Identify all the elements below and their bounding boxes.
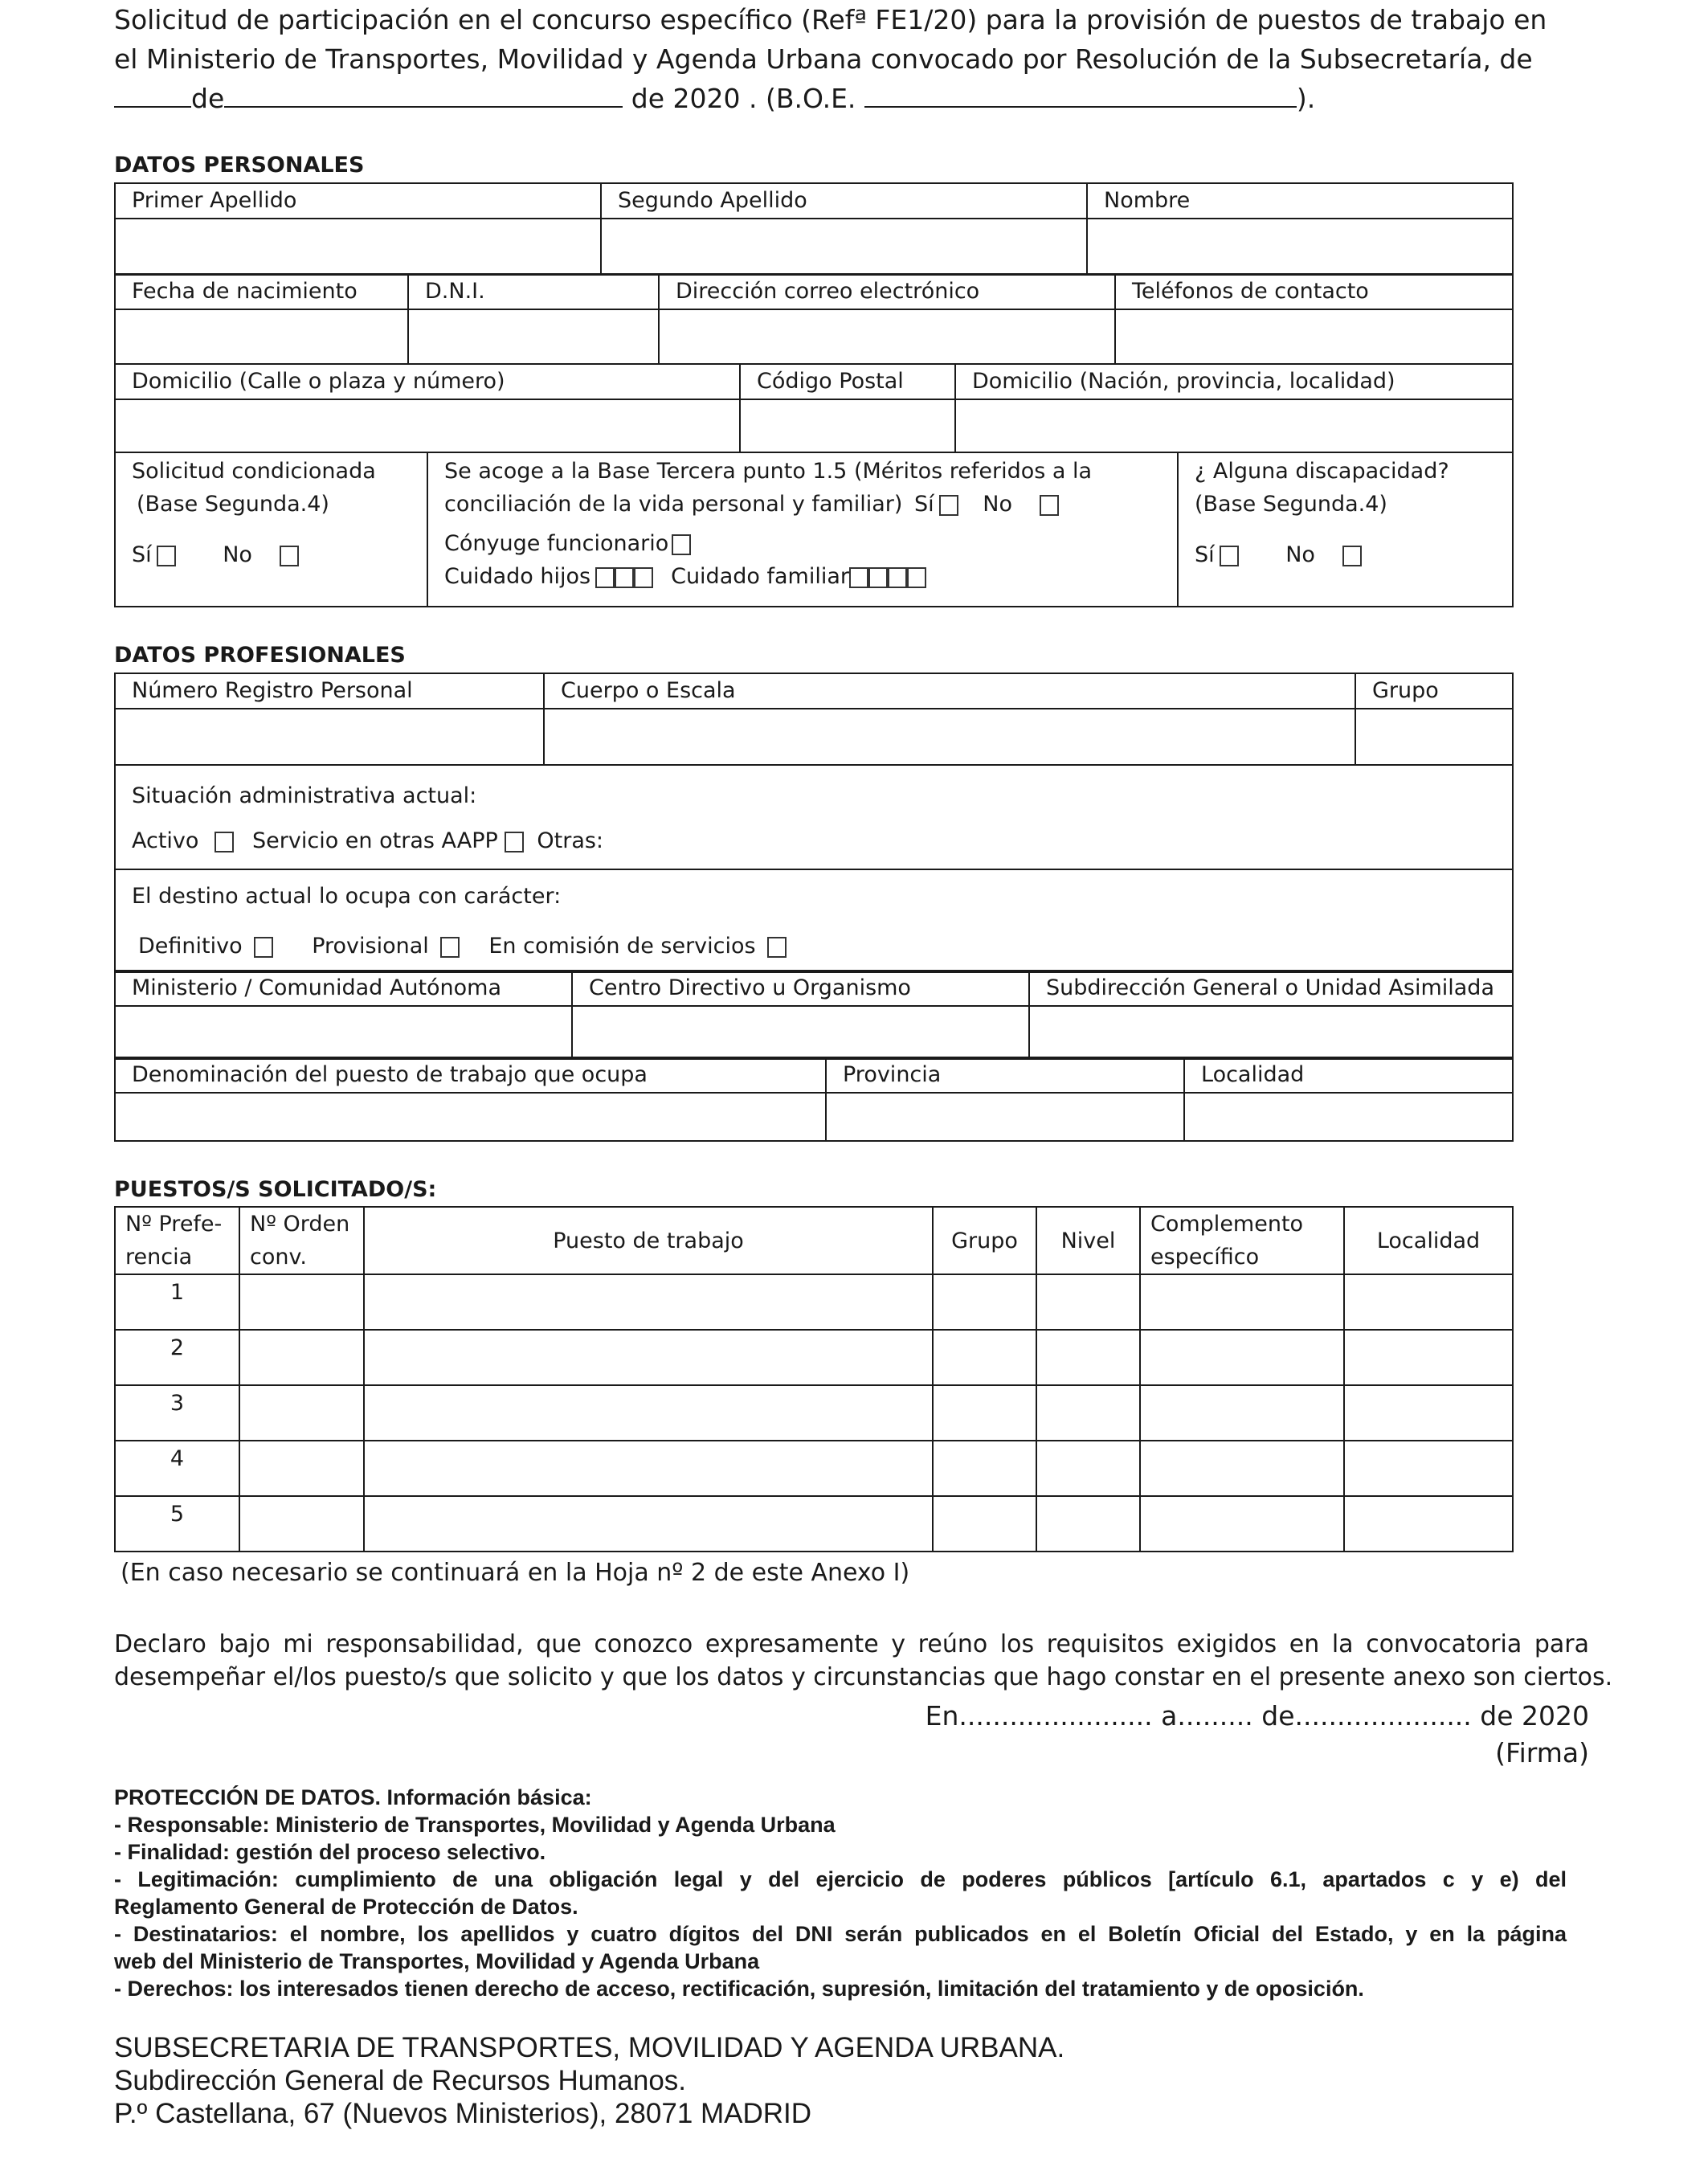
- complemento-field[interactable]: [1140, 1385, 1344, 1441]
- header-line-1: Solicitud de participación en el concurso específico (Refª FE1/20) para la provisión de puestos de trabajo en: [114, 4, 1547, 35]
- header-preferencia: Nº Prefe- rencia: [115, 1207, 239, 1274]
- domicilio-label: Domicilio (Calle o plaza y número): [115, 364, 740, 399]
- personal-address-table: [114, 363, 1514, 453]
- cuidado-hijos-checkbox[interactable]: [595, 567, 615, 588]
- orden-field[interactable]: [239, 1274, 364, 1330]
- profesional-table: [114, 673, 1514, 973]
- declaration-line-1: Declaro bajo mi responsabilidad, que conozco expresamente y reúno los requisitos exigidos en la convocatoria para: [114, 1630, 1589, 1658]
- orden-field[interactable]: [239, 1441, 364, 1496]
- nivel-field[interactable]: [1036, 1385, 1140, 1441]
- nivel-field[interactable]: [1036, 1441, 1140, 1496]
- situacion-label: Situación administrativa actual:: [132, 783, 477, 808]
- cuidado-familiar-checkbox[interactable]: [907, 567, 926, 588]
- telefonos-field[interactable]: [1115, 309, 1513, 364]
- destino-label: El destino actual lo ocupa con carácter:: [132, 884, 562, 909]
- situacion-cell: Situación administrativa actual: Activo Servicio en otras AAPP Otras:: [115, 765, 1513, 869]
- conyuge-label: Cónyuge funcionario: [444, 531, 669, 556]
- cuidado-hijos-checkbox[interactable]: [634, 567, 653, 588]
- cuerpo-label: Cuerpo o Escala: [544, 673, 1355, 709]
- conyuge-checkbox[interactable]: [672, 534, 691, 555]
- base-segunda-label: (Base Segunda.4): [137, 492, 329, 517]
- primer-apellido-label: Primer Apellido: [115, 183, 601, 219]
- email-field[interactable]: [659, 309, 1115, 364]
- footer-line-3: P.º Castellana, 67 (Nuevos Ministerios), 28071 MADRID: [114, 2098, 812, 2129]
- domicilio-field[interactable]: [115, 399, 740, 452]
- cuidado-hijos-label: Cuidado hijos: [444, 564, 591, 589]
- cuidado-familiar-checkbox[interactable]: [888, 567, 907, 588]
- section-title-puestos: PUESTOS/S SOLICITADO/S:: [114, 1177, 437, 1202]
- base-tercera-label: Se acoge a la Base Tercera punto 1.5 (Méritos referidos a la: [444, 459, 1093, 484]
- data-protection-block: [114, 1784, 1567, 2002]
- denominacion-label: Denominación del puesto de trabajo que ocupa: [115, 1057, 826, 1093]
- dp-title: PROTECCIÓN DE DATOS. Información básica:: [114, 1785, 592, 1809]
- row-number: 3: [115, 1385, 239, 1441]
- condicionada-si-checkbox[interactable]: [157, 546, 176, 566]
- nivel-field[interactable]: [1036, 1274, 1140, 1330]
- personal-contact-table: [114, 273, 1514, 365]
- orden-field[interactable]: [239, 1496, 364, 1552]
- table-row: [115, 1274, 1513, 1330]
- segundo-apellido-label: Segundo Apellido: [601, 183, 1087, 219]
- denominacion-field[interactable]: [115, 1093, 826, 1141]
- form-header: [114, 0, 1547, 118]
- base-tercera-no-checkbox[interactable]: [1040, 495, 1059, 516]
- dp-destinatarios: - Destinatarios: el nombre, los apellidos y cuatro dígitos del DNI serán publicados en el Boletín Oficial del Estado, y en la página: [114, 1922, 1567, 1946]
- nombre-label: Nombre: [1087, 183, 1513, 219]
- section-title-profesional: DATOS PROFESIONALES: [114, 643, 406, 668]
- telefonos-label: Teléfonos de contacto: [1115, 274, 1513, 309]
- header-orden: Nº Orden conv.: [239, 1207, 364, 1274]
- solicitud-condicionada-cell: Solicitud condicionada (Base Segunda.4) Sí No: [115, 452, 427, 607]
- solicitud-condicionada-label: Solicitud condicionada: [132, 459, 376, 484]
- complemento-field[interactable]: [1140, 1496, 1344, 1552]
- centro-field[interactable]: [572, 1006, 1029, 1059]
- puesto-actual-table: [114, 1057, 1514, 1142]
- personal-name-table: [114, 182, 1514, 276]
- table-row: [115, 1496, 1513, 1552]
- grupo-field[interactable]: [933, 1330, 1036, 1385]
- cuerpo-field[interactable]: [544, 709, 1355, 765]
- discapacidad-si-checkbox[interactable]: [1220, 546, 1239, 566]
- activo-checkbox[interactable]: [215, 832, 234, 852]
- header-nivel: Nivel: [1036, 1207, 1140, 1274]
- row-number: 2: [115, 1330, 239, 1385]
- declaration-line-2: desempeñar el/los puesto/s que solicito y que los datos y circunstancias que hago constar en el presente anexo son ciertos.: [114, 1663, 1613, 1691]
- table-row: [115, 1385, 1513, 1441]
- fecha-nacimiento-field[interactable]: [115, 309, 408, 364]
- row-number: 5: [115, 1496, 239, 1552]
- base-tercera-si-checkbox[interactable]: [939, 495, 958, 516]
- subdireccion-label: Subdirección General o Unidad Asimilada: [1029, 971, 1513, 1006]
- puesto-field[interactable]: [364, 1441, 933, 1496]
- base-tercera-cell: Se acoge a la Base Tercera punto 1.5 (Méritos referidos a la conciliación de la vida personal y familiar) Sí No Cónyuge funcionario Cuidado hijos Cuidado familiar: [427, 452, 1178, 607]
- puesto-field[interactable]: [364, 1330, 933, 1385]
- dp-finalidad: - Finalidad: gestión del proceso selectivo.: [114, 1840, 546, 1864]
- header-complemento: Complemento específico: [1140, 1207, 1344, 1274]
- puesto-field[interactable]: [364, 1496, 933, 1552]
- complemento-field[interactable]: [1140, 1441, 1344, 1496]
- email-label: Dirección correo electrónico: [659, 274, 1115, 309]
- codigo-postal-label: Código Postal: [740, 364, 955, 399]
- boe-blank[interactable]: [864, 82, 1297, 108]
- localidad-field[interactable]: [1344, 1330, 1513, 1385]
- cuidado-familiar-checkbox[interactable]: [849, 567, 868, 588]
- discapacidad-base-label: (Base Segunda.4): [1195, 492, 1387, 517]
- footer-line-1: SUBSECRETARIA DE TRANSPORTES, MOVILIDAD Y AGENDA URBANA.: [114, 2032, 1065, 2063]
- dp-legitimacion-cont: Reglamento General de Protección de Datos.: [114, 1895, 578, 1919]
- header-puesto: Puesto de trabajo: [364, 1207, 933, 1274]
- cuidado-hijos-checkbox[interactable]: [615, 567, 634, 588]
- table-row: [115, 1441, 1513, 1496]
- nrp-label: Número Registro Personal: [115, 673, 544, 709]
- cuidado-familiar-label: Cuidado familiar: [671, 564, 849, 589]
- definitivo-checkbox[interactable]: [254, 937, 273, 958]
- header-line-3: de de 2020 . (B.O.E. ).: [114, 79, 1512, 118]
- ministerio-field[interactable]: [115, 1006, 572, 1059]
- destino-table: [114, 970, 1514, 1060]
- localidad-field[interactable]: [1344, 1441, 1513, 1496]
- domicilio-nacion-field[interactable]: [955, 399, 1513, 452]
- localidad-field[interactable]: [1344, 1385, 1513, 1441]
- domicilio-nacion-label: Domicilio (Nación, provincia, localidad): [955, 364, 1513, 399]
- localidad-field[interactable]: [1184, 1093, 1513, 1141]
- grupo-field[interactable]: [933, 1441, 1036, 1496]
- day-blank[interactable]: [114, 82, 191, 108]
- destino-cell: El destino actual lo ocupa con carácter: Definitivo Provisional En comisión de servicios: [115, 869, 1513, 972]
- grupo-field[interactable]: [933, 1385, 1036, 1441]
- dp-derechos: - Derechos: los interesados tienen derecho de acceso, rectificación, supresión, limitación del tratamiento y de oposición.: [114, 1977, 1364, 2001]
- localidad-label: Localidad: [1184, 1057, 1513, 1093]
- nrp-field[interactable]: [115, 709, 544, 765]
- discapacidad-no-checkbox[interactable]: [1342, 546, 1362, 566]
- fecha-nacimiento-label: Fecha de nacimiento: [115, 274, 408, 309]
- dp-responsable: - Responsable: Ministerio de Transportes, Movilidad y Agenda Urbana: [114, 1813, 836, 1837]
- section-title-personal: DATOS PERSONALES: [114, 153, 365, 178]
- complemento-field[interactable]: [1140, 1274, 1344, 1330]
- signature-label: (Firma): [1495, 1737, 1589, 1768]
- primer-apellido-field[interactable]: [115, 219, 601, 275]
- grupo-field[interactable]: [933, 1496, 1036, 1552]
- puesto-field[interactable]: [364, 1274, 933, 1330]
- orden-field[interactable]: [239, 1385, 364, 1441]
- complemento-field[interactable]: [1140, 1330, 1344, 1385]
- row-number: 1: [115, 1274, 239, 1330]
- puesto-field[interactable]: [364, 1385, 933, 1441]
- localidad-field[interactable]: [1344, 1274, 1513, 1330]
- dp-legitimacion: - Legitimación: cumplimiento de una obligación legal y del ejercicio de poderes públicos [artículo 6.1, apartados c y e) del: [114, 1867, 1567, 1891]
- discapacidad-label: ¿ Alguna discapacidad?: [1195, 459, 1449, 484]
- footer-line-2: Subdirección General de Recursos Humanos.: [114, 2065, 687, 2096]
- dni-field[interactable]: [408, 309, 659, 364]
- grupo-label: Grupo: [1355, 673, 1513, 709]
- provincia-field[interactable]: [826, 1093, 1184, 1141]
- provisional-checkbox[interactable]: [440, 937, 460, 958]
- continuation-note: (En caso necesario se continuará en la Hoja nº 2 de este Anexo I): [121, 1559, 910, 1587]
- place-date-line: En....................... a......... de..................... de 2020: [925, 1700, 1589, 1731]
- header-localidad: Localidad: [1344, 1207, 1513, 1274]
- dni-label: D.N.I.: [408, 274, 659, 309]
- grupo-field[interactable]: [933, 1274, 1036, 1330]
- personal-conditions-table: [114, 452, 1514, 607]
- footer-address: [114, 2031, 1064, 2130]
- cuidado-familiar-checkbox[interactable]: [868, 567, 888, 588]
- orden-field[interactable]: [239, 1330, 364, 1385]
- nivel-field[interactable]: [1036, 1330, 1140, 1385]
- ministerio-label: Ministerio / Comunidad Autónoma: [115, 971, 572, 1006]
- subdireccion-field[interactable]: [1029, 1006, 1513, 1059]
- segundo-apellido-field[interactable]: [601, 219, 1087, 275]
- nivel-field[interactable]: [1036, 1496, 1140, 1552]
- condicionada-no-checkbox[interactable]: [280, 546, 299, 566]
- dp-destinatarios-cont: web del Ministerio de Transportes, Movilidad y Agenda Urbana: [114, 1949, 760, 1973]
- discapacidad-cell: ¿ Alguna discapacidad? (Base Segunda.4) Sí No: [1178, 452, 1513, 607]
- localidad-field[interactable]: [1344, 1496, 1513, 1552]
- centro-label: Centro Directivo u Organismo: [572, 971, 1029, 1006]
- servicio-otras-checkbox[interactable]: [505, 832, 524, 852]
- month-blank[interactable]: [224, 82, 623, 108]
- puestos-table: [114, 1206, 1514, 1552]
- row-number: 4: [115, 1441, 239, 1496]
- codigo-postal-field[interactable]: [740, 399, 955, 452]
- grupo-field[interactable]: [1355, 709, 1513, 765]
- comision-checkbox[interactable]: [767, 937, 787, 958]
- provincia-label: Provincia: [826, 1057, 1184, 1093]
- nombre-field[interactable]: [1087, 219, 1513, 275]
- header-grupo: Grupo: [933, 1207, 1036, 1274]
- header-line-2: el Ministerio de Transportes, Movilidad y Agenda Urbana convocado por Resolución de la Subsecretaría, de: [114, 43, 1533, 75]
- table-row: [115, 1330, 1513, 1385]
